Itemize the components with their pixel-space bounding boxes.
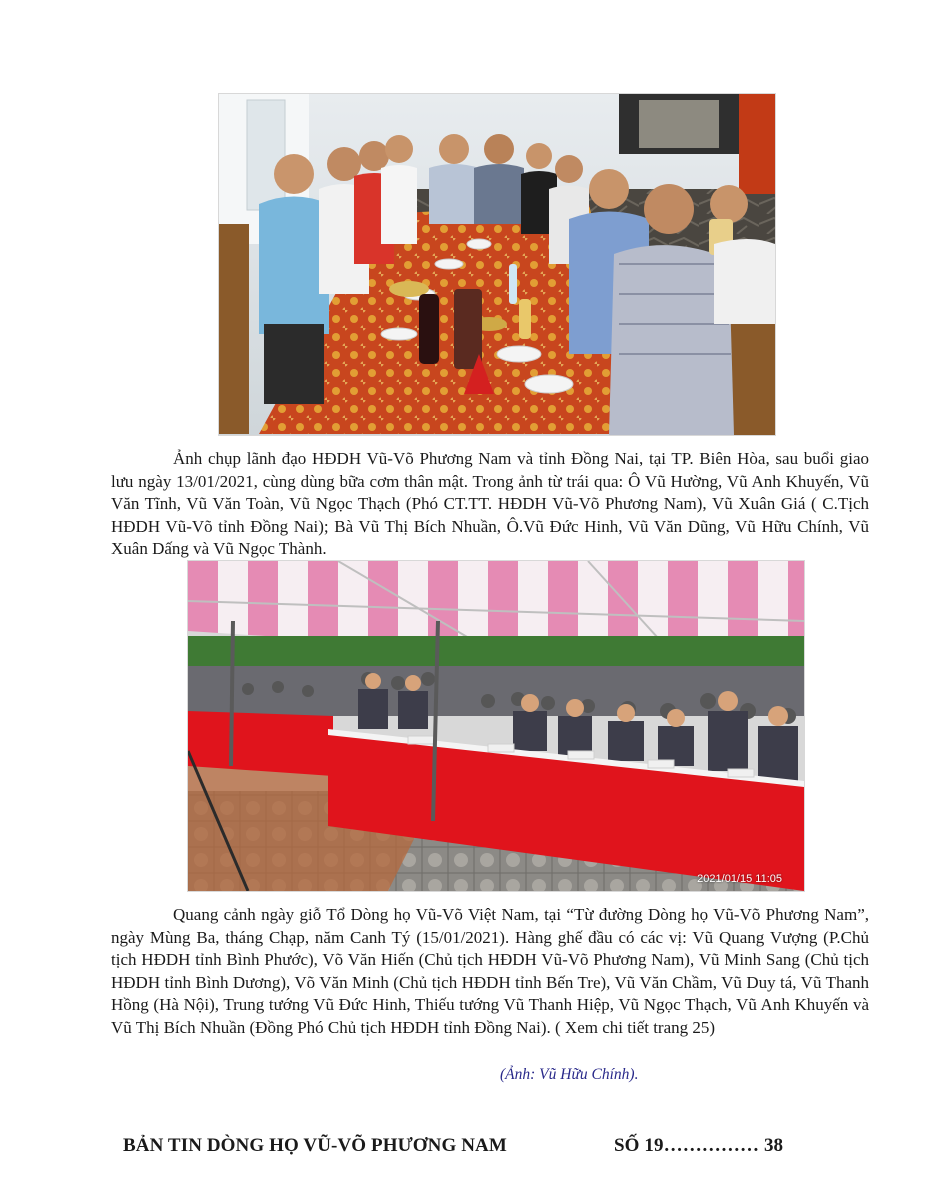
photo-timestamp: 2021/01/15 11:05 <box>697 873 782 885</box>
ceremony-photo-caption: Quang cảnh ngày giỗ Tổ Dòng họ Vũ-Võ Việt Nam, tại “Từ đường Dòng họ Vũ-Võ Phương Nam”, ngày Mùng Ba, tháng Chạp, năm Canh Tý (15/01/2021). Hàng ghế đầu có các vị: Vũ Quang Vượng (P.Chủ tịch HĐDH tỉnh Bình Phước), Võ Văn Hiến (Chủ tịch HĐDH Vũ-Võ Phương Nam), Vũ Minh Sang (Chủ tịch HĐDH tỉnh Bình Dương), Võ Văn Minh (Chủ tịch HĐDH tỉnh Bến Tre), Vũ Văn Chầm, Vũ Duy tá, Vũ Thanh Hồng (Hà Nội), Trung tướng Vũ Đức Hinh, Thiếu tướng Vũ Thanh Hiệp, Vũ Ngọc Thạch, Vũ Anh Khuyến và Vũ Thị Bích Nhuần (Đồng Phó Chủ tịch HĐDH tỉnh Đồng Nai). ( Xem chi tiết trang 25) <box>111 905 869 1037</box>
dinner-photo-caption: Ảnh chụp lãnh đạo HĐDH Vũ-Võ Phương Nam và tỉnh Đồng Nai, tại TP. Biên Hòa, sau buổi giao lưu ngày 13/01/2021, cùng dùng bữa cơm thân mật. Trong ảnh từ trái qua: Ô Vũ Hường, Vũ Anh Khuyến, Vũ Văn Tĩnh, Vũ Văn Toàn, Vũ Ngọc Thạch (Phó CT.TT. HĐDH Vũ-Võ Phương Nam), Vũ Xuân Giá ( C.Tịch HĐDH Vũ-Võ tỉnh Đồng Nai); Bà Vũ Thị Bích Nhuần, Ô.Vũ Đức Hinh, Vũ Văn Dũng, Vũ Hữu Chính, Vũ Xuân Dấng và Vũ Ngọc Thành. <box>111 449 869 559</box>
photo-credit: (Ảnh: Vũ Hữu Chính). <box>500 1066 639 1083</box>
ceremony-photo <box>187 560 805 892</box>
dinner-photo <box>218 93 776 436</box>
dinner-photo-image <box>219 94 775 435</box>
footer-issue-page: SỐ 19…………… 38 <box>614 1135 784 1156</box>
ceremony-photo-image <box>188 561 804 891</box>
footer-publication-title: BẢN TIN DÒNG HỌ VŨ-VÕ PHƯƠNG NAM <box>123 1135 507 1156</box>
